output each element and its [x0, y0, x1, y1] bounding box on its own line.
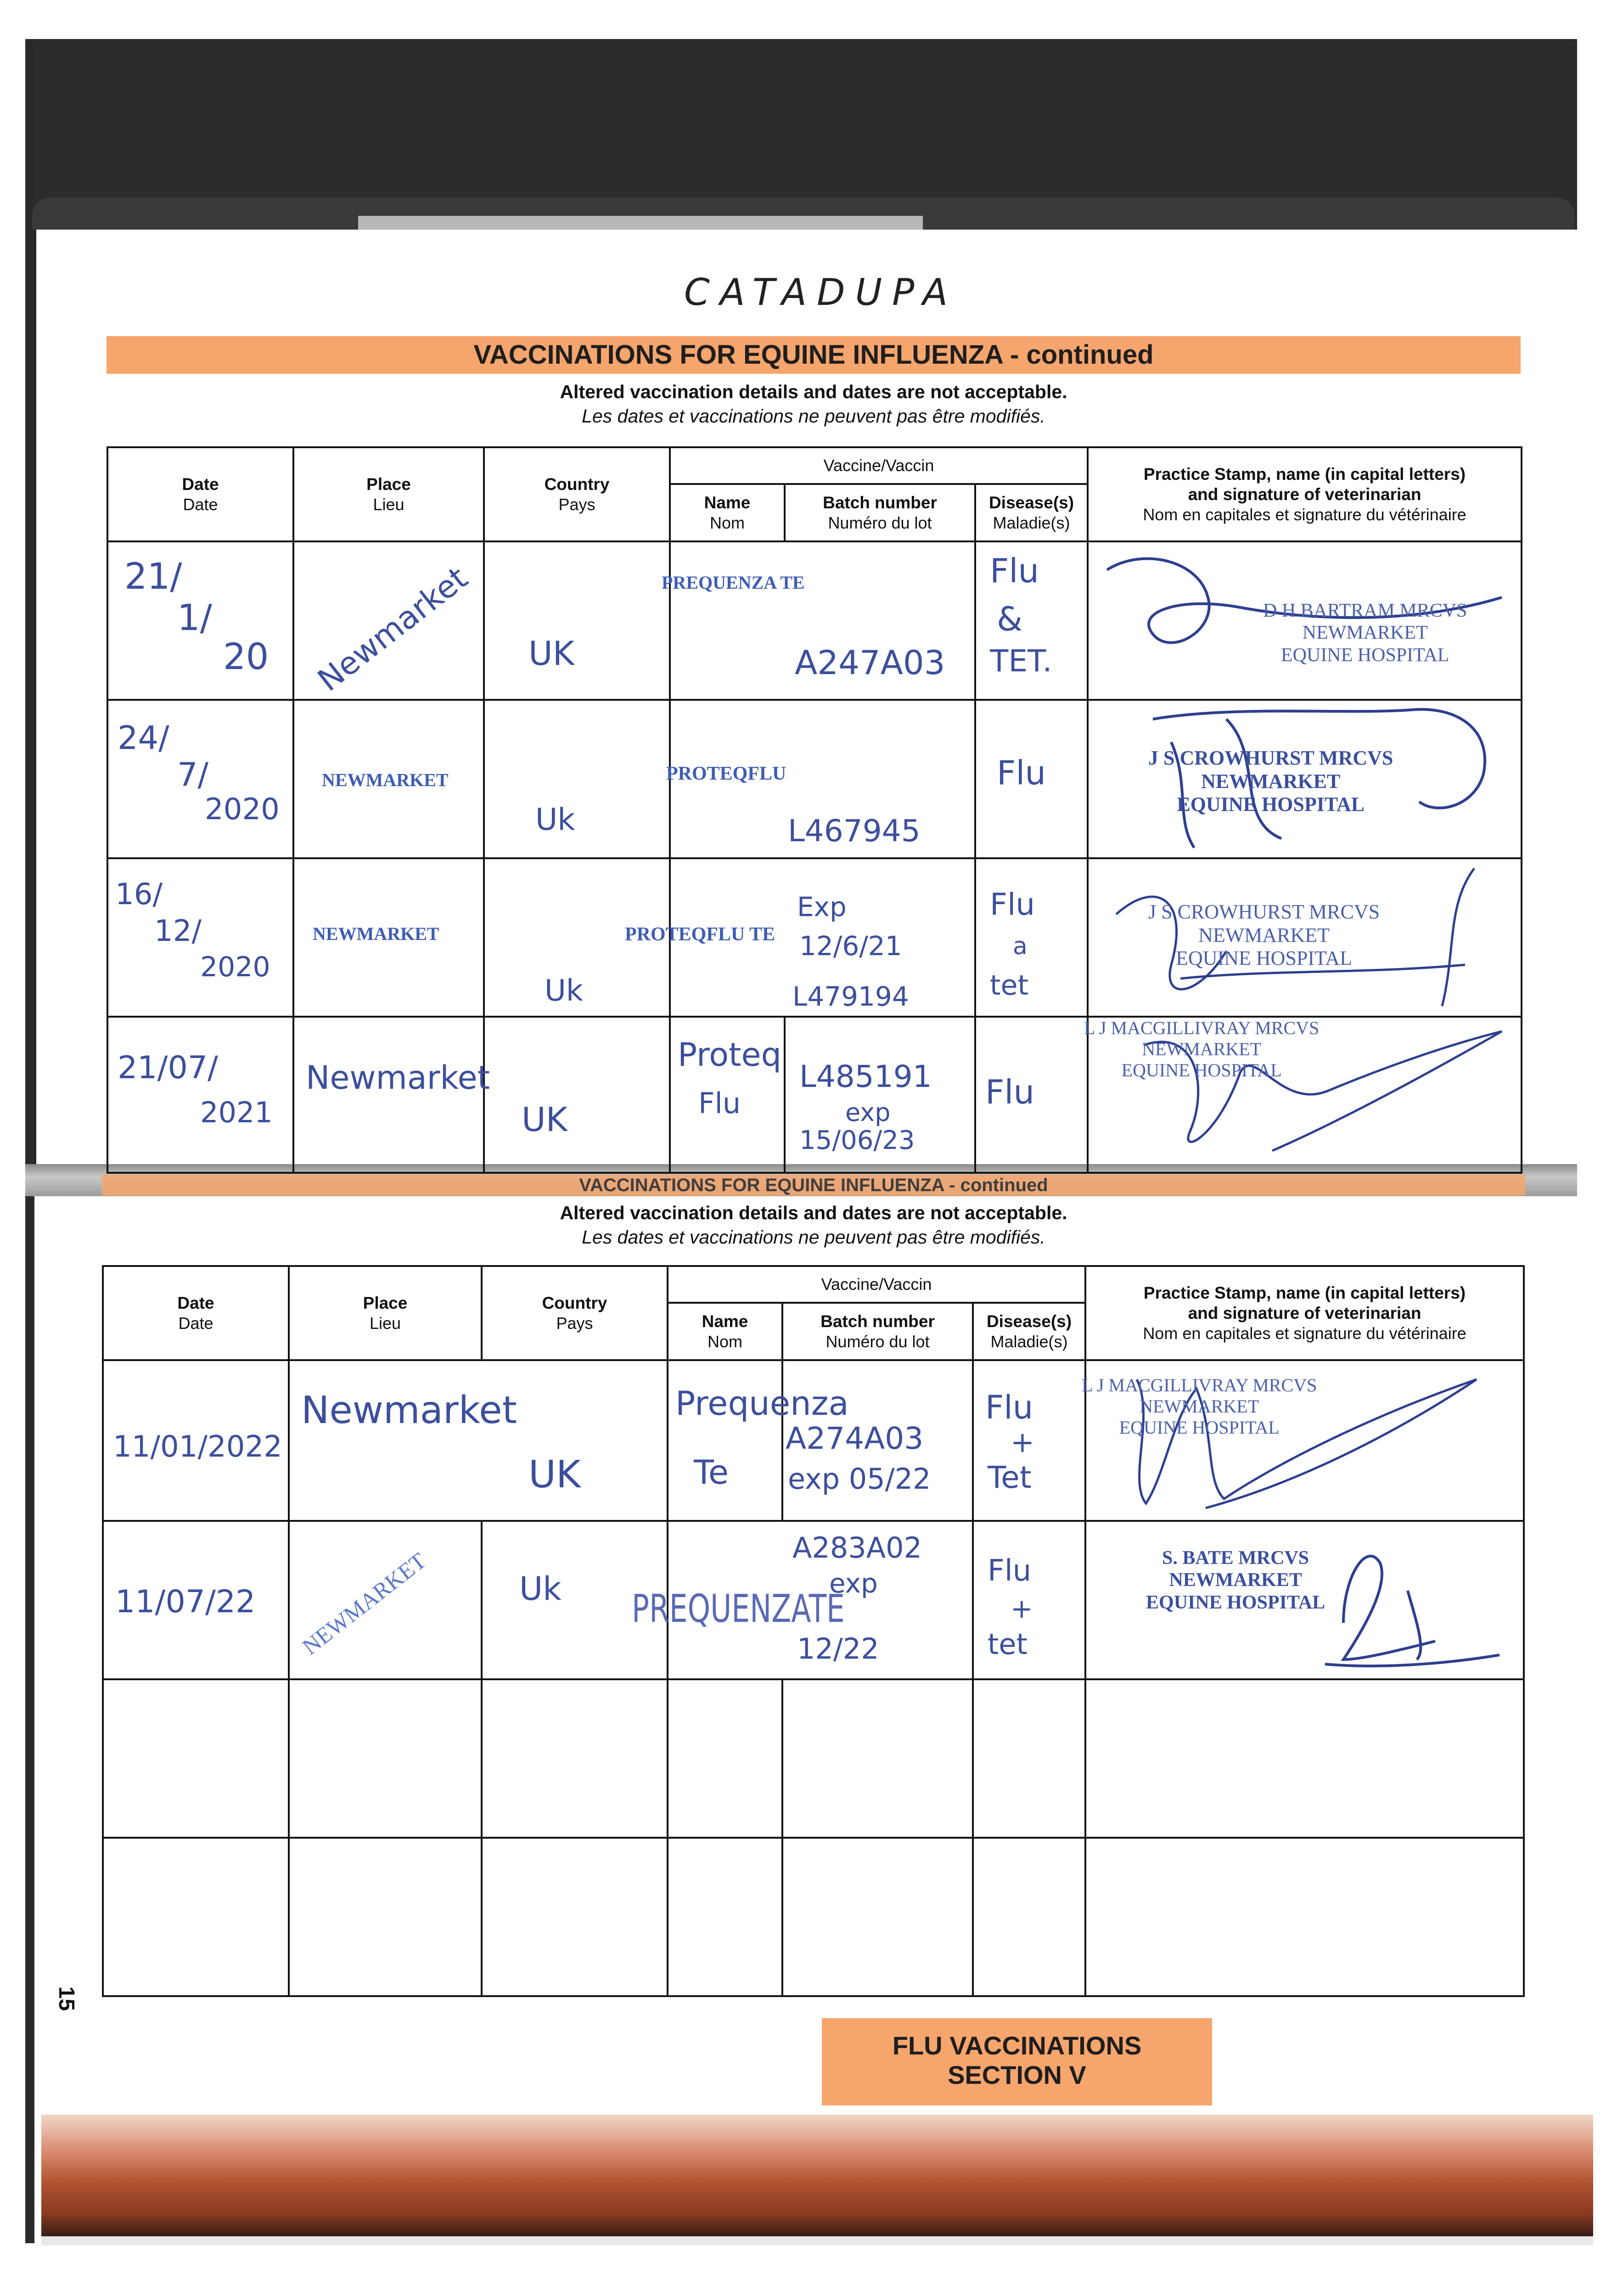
- place-cell: NEWMARKET: [289, 1521, 482, 1679]
- header-name: Name Nom: [668, 1303, 782, 1360]
- date-cell: 16/ 12/ 2020: [107, 858, 293, 1017]
- header-practice: Practice Stamp, name (in capital letters) and signature of veterinarian Nom en capitales et signature du vétérinaire: [1088, 447, 1522, 541]
- disease-cell: Flu: [975, 1017, 1088, 1173]
- table-row: [107, 700, 1522, 858]
- notice-english-lower: Altered vaccination details and dates are not acceptable.: [560, 1202, 1067, 1223]
- vaccine-batch-cell: PROTEQFLU L467945: [670, 700, 975, 858]
- notice-french: Les dates et vaccinations ne peuvent pas être modifiés.: [582, 405, 1045, 427]
- vet-stamp: J S CROWHURST MRCVS NEWMARKET EQUINE HOSPITAL: [1148, 747, 1393, 816]
- place-cell: NEWMARKET: [293, 700, 484, 858]
- header-practice: Practice Stamp, name (in capital letters) and signature of veterinarian Nom en capitales et signature du vétérinaire: [1085, 1266, 1524, 1360]
- batch-cell: L485191 exp 15/06/23: [785, 1017, 975, 1173]
- section-label-line-2: SECTION V: [948, 2060, 1086, 2089]
- vaccine-batch-cell: PROTEQFLU TE Exp 12/6/21 L479194: [670, 858, 975, 1017]
- vaccine-batch-cell: PREQUENZA TE A247A03: [670, 541, 975, 700]
- practice-stamp-cell: [1088, 541, 1522, 700]
- place-cell: Newmarket: [293, 541, 484, 700]
- header-country: Country Pays: [482, 1266, 668, 1360]
- vet-stamp: S. BATE MRCVS NEWMARKET EQUINE HOSPITAL: [1146, 1548, 1325, 1613]
- practice-stamp-cell: [1088, 700, 1522, 858]
- scan-background-left: [25, 39, 34, 2243]
- vet-stamp: J S CROWHURST MRCVS NEWMARKET EQUINE HOSPITAL: [1148, 900, 1380, 970]
- vet-stamp: L J MACGILLIVRAY MRCVS NEWMARKET EQUINE HOSPITAL: [1082, 1375, 1317, 1438]
- header-disease: Disease(s) Maladie(s): [975, 484, 1088, 541]
- country-cell: Uk: [482, 1521, 668, 1679]
- vaccine-batch-cell: PREQUENZATE A283A02 exp 12/22: [668, 1521, 973, 1679]
- place-cell: Newmarket: [293, 1017, 484, 1173]
- country-cell: Uk: [484, 858, 670, 1017]
- section-label: [822, 2018, 1212, 2105]
- table-row: [103, 1521, 1524, 1679]
- header-name: Name Nom: [670, 484, 785, 541]
- header-date: Date Date: [107, 447, 293, 541]
- header-vaccine: Vaccine/Vaccin: [670, 447, 1088, 484]
- date-cell: 11/01/2022: [103, 1360, 289, 1521]
- book-edge: [41, 2236, 1593, 2245]
- disease-cell: Flu + tet: [973, 1521, 1085, 1679]
- vaccination-table-upper: [107, 446, 1522, 1174]
- disease-cell: Flu: [975, 700, 1088, 858]
- header-vaccine: Vaccine/Vaccin: [668, 1266, 1085, 1303]
- book-cover-bottom: [41, 2115, 1593, 2239]
- disease-cell: Flu a tet: [975, 858, 1088, 1017]
- horse-name: CATADUPA: [684, 271, 958, 314]
- notice-english: Altered vaccination details and dates are not acceptable.: [560, 381, 1067, 402]
- notice-french-lower: Les dates et vaccinations ne peuvent pas être modifiés.: [582, 1227, 1045, 1248]
- header-batch: Batch number Numéro du lot: [782, 1303, 973, 1360]
- vaccination-table-lower: [102, 1265, 1525, 1997]
- vaccine-name-cell: Proteq Flu: [670, 1017, 785, 1173]
- practice-stamp-cell: [1084, 1017, 1522, 1173]
- practice-stamp-cell: [1085, 1521, 1524, 1679]
- batch-cell: A274A03 exp 05/22: [782, 1360, 973, 1521]
- page-number: 15: [54, 1986, 79, 2011]
- place-cell: NEWMARKET: [293, 858, 484, 1017]
- header-place: Place Lieu: [289, 1266, 482, 1360]
- section-label-line-1: FLU VACCINATIONS: [892, 2031, 1142, 2060]
- date-cell: 11/07/22: [103, 1521, 289, 1679]
- practice-stamp-cell: [1088, 858, 1522, 1017]
- header-place: Place Lieu: [293, 447, 484, 541]
- vaccine-name-cell: Prequenza Te: [668, 1360, 782, 1521]
- section-banner: VACCINATIONS FOR EQUINE INFLUENZA - continued: [107, 336, 1521, 374]
- header-date: Date Date: [103, 1266, 289, 1360]
- place-country-cell: Newmarket UK: [289, 1360, 668, 1521]
- disease-cell: Flu & TET.: [975, 541, 1088, 700]
- country-cell: UK: [484, 541, 670, 700]
- table-row-empty: [103, 1838, 1524, 1996]
- table-row-empty: [103, 1679, 1524, 1838]
- country-cell: UK: [484, 1017, 670, 1173]
- vet-stamp: D H BARTRAM MRCVS NEWMARKET EQUINE HOSPITAL: [1263, 600, 1467, 666]
- country-cell: Uk: [484, 700, 670, 858]
- date-cell: 21/07/ 2021: [107, 1017, 293, 1173]
- header-batch: Batch number Numéro du lot: [785, 484, 975, 541]
- section-banner-lower: VACCINATIONS FOR EQUINE INFLUENZA - continued: [102, 1175, 1525, 1196]
- header-disease: Disease(s) Maladie(s): [973, 1303, 1085, 1360]
- table-row: [107, 541, 1522, 700]
- table-row: [103, 1360, 1524, 1521]
- date-cell: 24/ 7/ 2020: [107, 700, 293, 858]
- table-row: [107, 1017, 1522, 1173]
- table-row: [107, 858, 1522, 1017]
- vet-stamp: L J MACGILLIVRAY MRCVS NEWMARKET EQUINE HOSPITAL: [1084, 1018, 1320, 1080]
- practice-stamp-cell: [1082, 1360, 1524, 1521]
- date-cell: 21/ 1/ 20: [107, 541, 293, 700]
- disease-cell: Flu + Tet: [973, 1360, 1085, 1521]
- header-country: Country Pays: [484, 447, 670, 541]
